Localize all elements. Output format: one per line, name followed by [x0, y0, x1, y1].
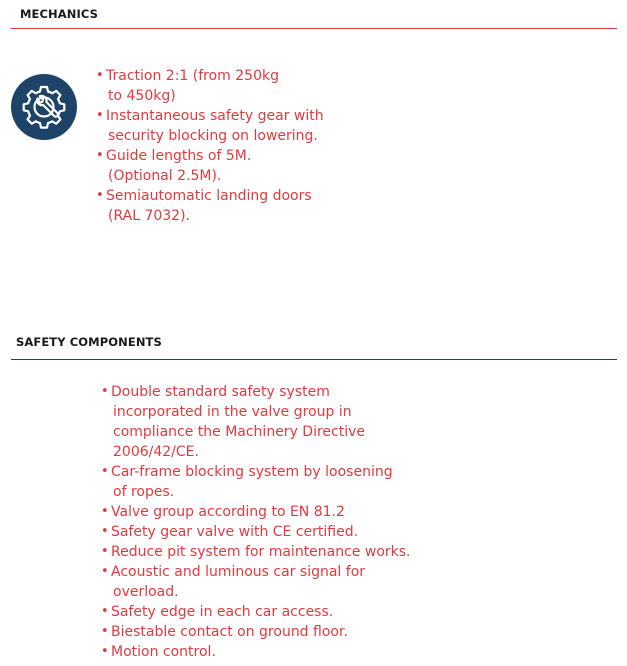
bullet-icon: • [96, 148, 104, 163]
safety-list-item [101, 502, 421, 522]
mechanics-divider [11, 28, 617, 29]
list-item-text: Safety gear valve with CE certified. [111, 524, 359, 540]
list-item-text: overload. [113, 584, 179, 600]
safety-list-item [101, 462, 421, 502]
list-item-text: (RAL 7032). [108, 208, 190, 224]
bullet-icon: • [96, 188, 104, 203]
bullet-icon: • [96, 68, 104, 83]
list-item-text: (Optional 2.5M). [108, 168, 222, 184]
mechanics-heading: MECHANICS [20, 7, 99, 21]
list-item-text: Double standard safety system [111, 384, 330, 400]
mechanics-list-item [96, 66, 356, 106]
bullet-icon: • [101, 504, 109, 519]
mechanics-list-item [96, 106, 356, 146]
list-item-text: Instantaneous safety gear with [106, 108, 324, 124]
mechanics-list [96, 66, 356, 226]
safety-list-item [101, 622, 421, 642]
list-item-text: Motion control. [111, 644, 216, 660]
list-item-text: Guide lengths of 5M. [106, 148, 252, 164]
list-item-text: Valve group according to EN 81.2 [111, 504, 345, 520]
list-item-text: of ropes. [113, 484, 175, 500]
bullet-icon: • [101, 524, 109, 539]
safety-list-item [101, 542, 421, 562]
safety-list-item [101, 562, 421, 602]
list-item-text: compliance the Machinery Directive [113, 424, 366, 440]
list-item-text: Reduce pit system for maintenance works. [111, 544, 411, 560]
safety-list-item [101, 522, 421, 542]
safety-list-item [101, 382, 421, 462]
mechanics-list-item [96, 186, 356, 226]
mechanics-list-item [96, 146, 356, 186]
list-item-text: Traction 2:1 (from 250kg [106, 68, 279, 84]
bullet-icon: • [101, 544, 109, 559]
gear-wrench-icon [11, 74, 77, 140]
bullet-icon: • [101, 464, 109, 479]
safety-heading: SAFETY COMPONENTS [16, 335, 162, 349]
safety-list [101, 382, 421, 662]
safety-list-item [101, 642, 421, 662]
list-item-text: Car-frame blocking system by loosening [111, 464, 393, 480]
bullet-icon: • [96, 108, 104, 123]
bullet-icon: • [101, 624, 109, 639]
list-item-text: to 450kg) [108, 88, 176, 104]
list-item-text: Acoustic and luminous car signal for [111, 564, 366, 580]
list-item-text: 2006/42/CE. [113, 444, 199, 460]
list-item-text: Semiautomatic landing doors [106, 188, 312, 204]
bullet-icon: • [101, 564, 109, 579]
list-item-text: Biestable contact on ground floor. [111, 624, 348, 640]
list-item-text: incorporated in the valve group in [113, 404, 352, 420]
bullet-icon: • [101, 384, 109, 399]
safety-list-item [101, 602, 421, 622]
list-item-text: security blocking on lowering. [108, 128, 318, 144]
safety-divider [11, 359, 617, 360]
list-item-text: Safety edge in each car access. [111, 604, 334, 620]
bullet-icon: • [101, 604, 109, 619]
bullet-icon: • [101, 644, 109, 659]
